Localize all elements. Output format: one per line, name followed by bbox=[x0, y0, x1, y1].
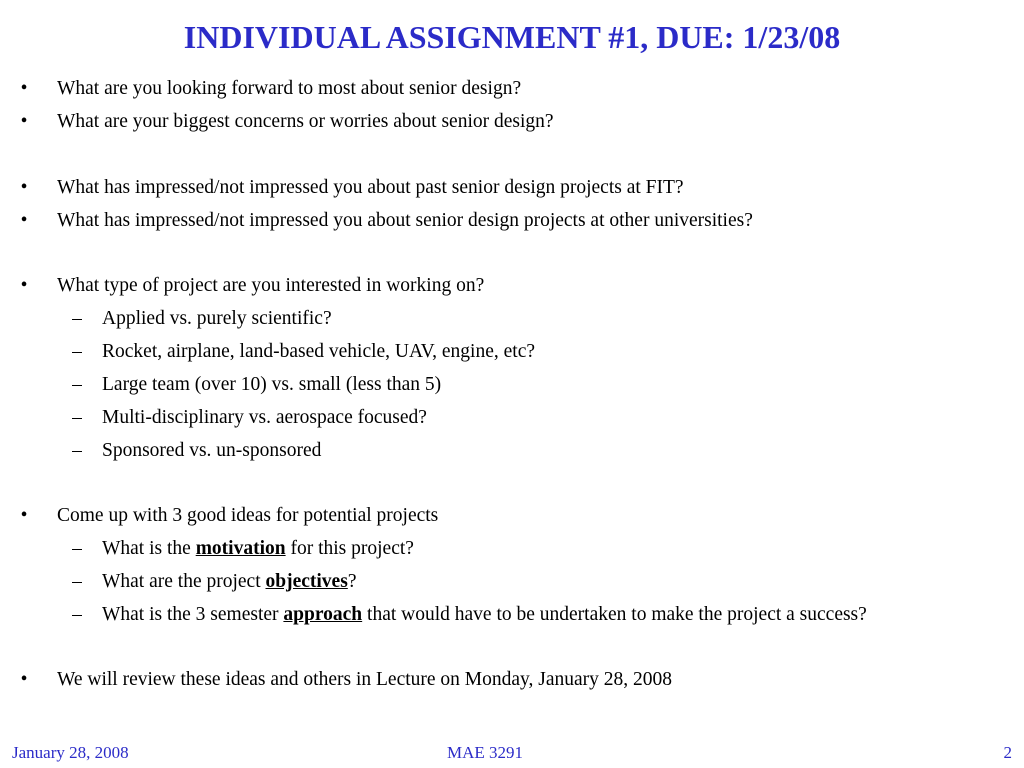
sub-bullet-suffix: that would have to be undertaken to make the project a success? bbox=[362, 604, 867, 625]
motivation-keyword: motivation bbox=[195, 538, 286, 559]
bullet-text: What has impressed/not impressed you about past senior design projects at FIT? bbox=[57, 177, 684, 198]
sub-bullet-text: Multi-disciplinary vs. aerospace focused? bbox=[102, 407, 427, 428]
page-number: 2 bbox=[1003, 743, 1012, 762]
bullet-text: Come up with 3 good ideas for potential projects bbox=[57, 505, 439, 526]
dash-icon: – bbox=[72, 538, 82, 559]
bullet-icon: • bbox=[20, 505, 28, 526]
bullet-icon: • bbox=[20, 275, 28, 296]
bullet-text: We will review these ideas and others in Lecture on Monday, January 28, 2008 bbox=[57, 669, 673, 690]
dash-icon: – bbox=[72, 440, 82, 461]
dash-icon: – bbox=[72, 604, 82, 625]
sub-bullet-text: Sponsored vs. un-sponsored bbox=[102, 440, 322, 461]
footer-course: MAE 3291 bbox=[447, 743, 524, 762]
bullet-icon: • bbox=[20, 78, 28, 99]
objectives-keyword: objectives bbox=[265, 571, 348, 592]
dash-icon: – bbox=[72, 341, 82, 362]
sub-bullet-prefix: What are the project bbox=[102, 571, 266, 592]
bullet-icon: • bbox=[20, 111, 28, 132]
sub-bullet-suffix: for this project? bbox=[285, 538, 414, 559]
bullet-text: What are you looking forward to most about senior design? bbox=[57, 78, 522, 99]
bullet-text: What type of project are you interested in working on? bbox=[57, 275, 485, 296]
sub-bullet-text: Applied vs. purely scientific? bbox=[102, 308, 332, 329]
sub-bullet-text bbox=[102, 536, 414, 562]
bullet-icon: • bbox=[20, 177, 28, 198]
sub-bullet-text bbox=[102, 569, 356, 595]
bullet-text: What has impressed/not impressed you about senior design projects at other universities? bbox=[57, 210, 753, 231]
sub-bullet-text: Rocket, airplane, land-based vehicle, UAV, engine, etc? bbox=[102, 341, 535, 362]
sub-bullet-prefix: What is the 3 semester bbox=[102, 604, 284, 625]
slide-title: INDIVIDUAL ASSIGNMENT #1, DUE: 1/23/08 bbox=[183, 19, 841, 55]
footer-date: January 28, 2008 bbox=[12, 743, 129, 762]
dash-icon: – bbox=[72, 571, 82, 592]
dash-icon: – bbox=[72, 407, 82, 428]
dash-icon: – bbox=[72, 374, 82, 395]
bullet-icon: • bbox=[20, 210, 28, 231]
sub-bullet-text: Large team (over 10) vs. small (less than 5) bbox=[102, 374, 442, 395]
approach-keyword: approach bbox=[283, 604, 363, 625]
bullet-icon: • bbox=[20, 669, 28, 690]
sub-bullet-text bbox=[102, 602, 867, 628]
sub-bullet-prefix: What is the bbox=[102, 538, 196, 559]
sub-bullet-suffix: ? bbox=[347, 571, 357, 592]
bullet-text: What are your biggest concerns or worries about senior design? bbox=[57, 111, 554, 132]
dash-icon: – bbox=[72, 308, 82, 329]
